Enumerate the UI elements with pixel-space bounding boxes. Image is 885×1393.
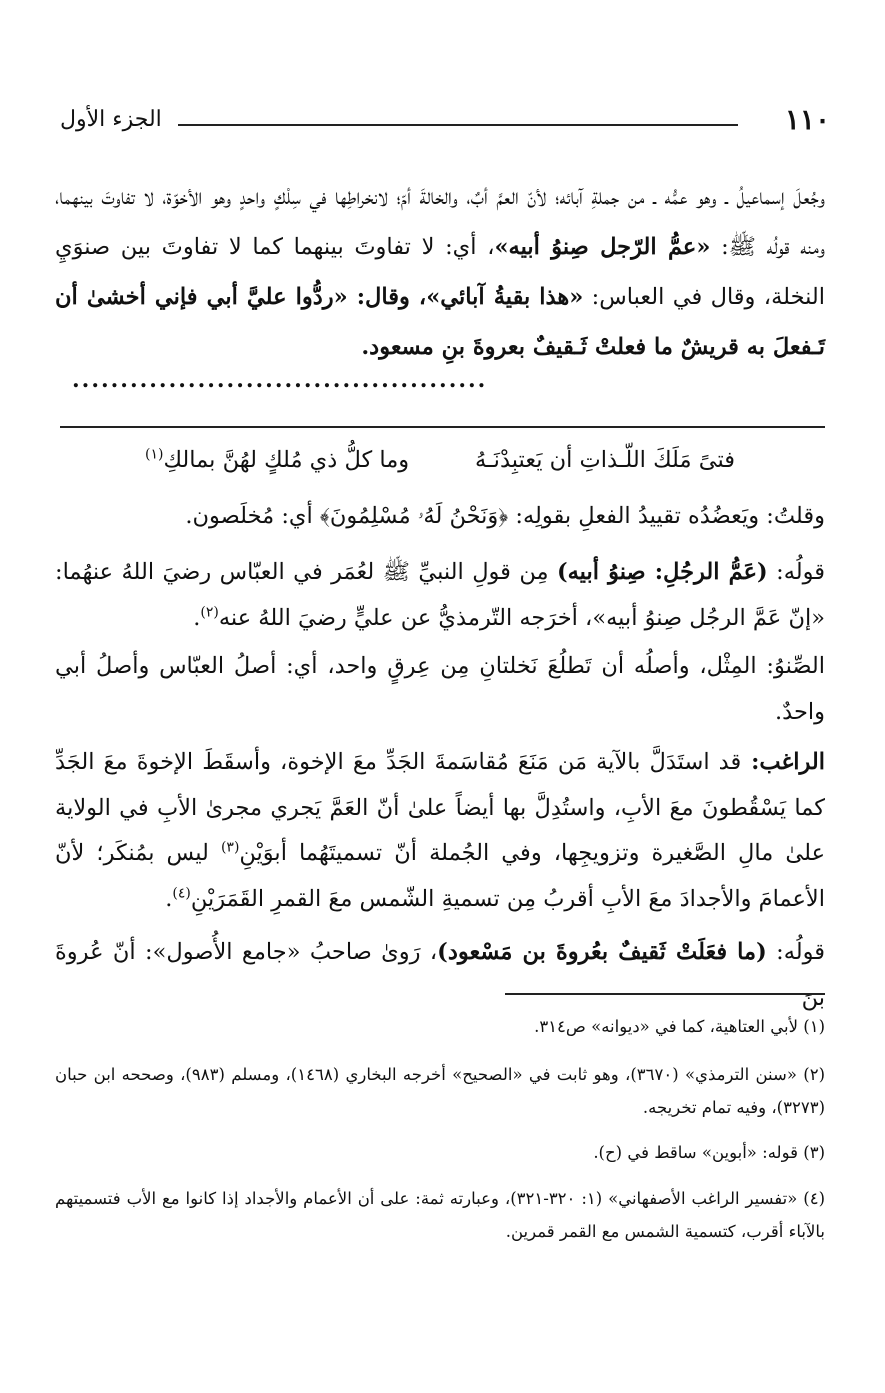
paragraph-1 — [55, 172, 825, 372]
paragraph-2: وقلتُ: ويَعضُدُه تقييدُ الفعلِ بقولِه: ﴿وَنَحْنُ لَهُۥ مُسْلِمُونَ﴾ أي: مُخلَصون. — [185, 503, 825, 529]
verse-second-hemistich — [145, 438, 409, 482]
paragraph-4: الصِّنوُ: المِثْل، وأصلُه أن تَطلُعَ نَخلتانِ مِن عِرقٍ واحد، أي: أصلُ العبّاس وأصلُ أبي واحدٌ. — [55, 653, 825, 725]
footnote-ref-1: (١) — [145, 446, 164, 463]
footnote-2: (٢) «سنن الترمذي» (٣٦٧٠)، وهو ثابت في «الصحيح» أخرجه البخاري (١٤٦٨)، ومسلم (٩٨٣)، وصححه ابن حبان (٣٢٧٣)، وفيه تمام تخريجه. — [55, 1065, 825, 1117]
footnote-ref-4: (٤) — [172, 885, 191, 901]
page-header — [60, 100, 830, 140]
footnote-ref-3: (٣) — [220, 839, 240, 856]
paragraph-3 — [55, 550, 825, 641]
footnote-4: (٤) «تفسير الراغب الأصفهاني» (١: ٣٢٠-٣٢١)، وعبارته ثمة: على أن الأعمام والأجداد إذا كانوا مع الأب فتسميتهم بالآباء أقرب، كتسمية الشمس مع القمر قمرين. — [55, 1189, 825, 1241]
ellipsis-dots: ........................................... — [72, 367, 488, 393]
paragraph-5 — [55, 740, 825, 922]
p1-text-c: ، أي: لا تفاوتَ بينهما كما لا تفاوتَ بين صنوَيِ النخلة، وقال في العباس: — [55, 234, 825, 310]
header-rule — [178, 124, 738, 126]
p1-text-e: ، وقال: «ردُّوا عليَّ أبي فإني أخشىٰ أن تَـفعلَ به قريشٌ ما فعلتْ ثَـقيفٌ بعروةَ بنِ مسعود. — [55, 284, 825, 360]
p6-text-c: ، رَوىٰ صاحبُ «جامع الأُصول»: أنّ عُروةَ بنَ — [55, 939, 825, 1011]
p5-end: . — [165, 885, 173, 912]
p1-text-a: وجُعلَ إسماعيلُ ـ وهو عمُّه ـ من جملةِ آبائه؛ لأنّ العمَّ أبٌ، والخالةَ أمّ؛ لانخراطِها في سِلْكٍ واحدٍ وهو الأخوّة، لا تفاوتَ بينهما، ومنه قولُه ﷺ: — [55, 184, 825, 260]
paragraph-6 — [55, 930, 825, 1021]
page-number: ١١٠ — [784, 103, 830, 136]
p3-lemma: (عَمُّ الرجُلِ: صِنوُ أبيه) — [556, 559, 768, 585]
verse-first-hemistich: فتىً مَلَكَ اللّـذاتِ أن يَعتبِدْنَـهُ — [475, 447, 735, 473]
p1-hadith-1: «عمُّ الرّجل صِنوُ أبيه» — [494, 234, 711, 260]
p5-author: الراغب: — [741, 749, 826, 775]
footnote-3: (٣) قوله: «أبوين» ساقط في (ح). — [593, 1143, 825, 1162]
p1-hadith-2: «هذا بقيةُ آبائي» — [426, 284, 584, 310]
footnote-1: (١) لأبي العتاهية، كما في «ديوانه» ص٣١٤. — [534, 1017, 825, 1036]
p3-text-a: قولُه: — [767, 559, 825, 585]
p3-text-c: مِن قولِ النبيِّ ﷺ لعُمَر في العبّاس رضيَ اللهُ عنهُما: «إنّ عَمَّ الرجُل صِنوُ أبيه»، أخرَجه التّرمذيُّ عن عليٍّ رضيَ اللهُ عنه — [55, 559, 825, 631]
footnotes-rule — [505, 993, 825, 995]
p6-lemma: (ما فعَلَتْ ثَقيفٌ بعُروةَ بن مَسْعود) — [437, 939, 767, 965]
verse-second-text: وما كلُّ ذي مُلكٍ لهُنَّ بمالكِ — [163, 447, 410, 473]
commentary-divider — [60, 426, 825, 428]
p3-end: . — [193, 604, 201, 631]
p6-text-a: قولُه: — [766, 939, 826, 965]
running-title: الجزء الأول — [60, 107, 162, 132]
footnote-ref-2: (٢) — [200, 604, 219, 620]
p5-text-c: ليس بمُنكَر؛ لأنّ الأعمامَ والأجدادَ معَ الأبِ أقربُ مِن تسميةِ الشّمس معَ القمرِ القَمَرَيْنِ — [55, 840, 825, 912]
p5-text-b: قد استَدَلَّ بالآية مَن مَنَعَ مُقاسَمةَ الجَدِّ معَ الإخوة، وأسقَطَ الإخوةَ معَ الجَدِّ كما يَسْقُطونَ معَ الأبِ، واستُدِلَّ بها أيضاً علىٰ أنّ العَمَّ يَجري مجرىٰ الأبِ في الولاية علىٰ مالِ الصَّغيرة وتزويجِها، وفي الجُملة أنّ تسميتَهُما أبوَيْنِ — [55, 749, 825, 866]
poetry-verse — [145, 438, 735, 482]
